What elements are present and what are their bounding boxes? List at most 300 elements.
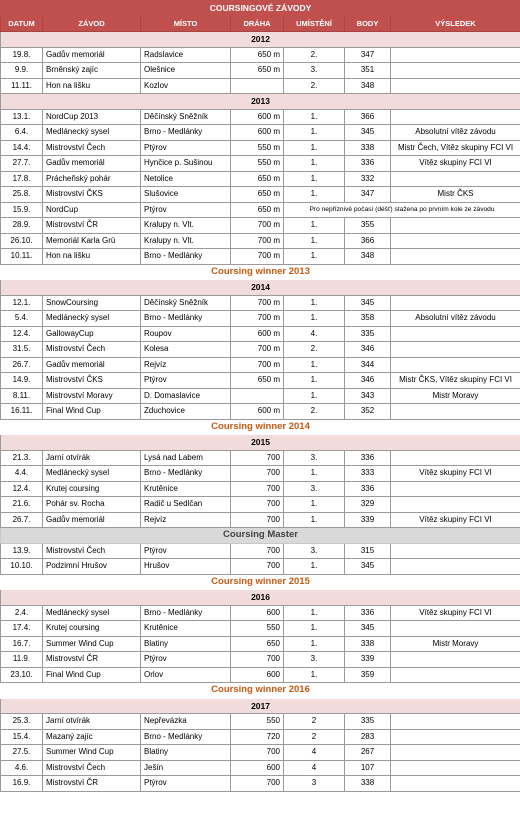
cell-track: 700 m (231, 218, 284, 234)
cell-points: 344 (345, 357, 391, 373)
cell-points: 347 (345, 47, 391, 63)
cell-placement: 1. (284, 373, 345, 389)
cell-result (391, 78, 520, 94)
cell-placement: 3. (284, 63, 345, 79)
cell-race: Gadův memoriál (43, 512, 141, 528)
cell-placement: 2 (284, 729, 345, 745)
cell-placement: 1. (284, 605, 345, 621)
table-row (1, 109, 520, 125)
cell-date: 12.4. (1, 326, 43, 342)
cell-track: 600 (231, 605, 284, 621)
table-row (1, 63, 520, 79)
cell-track: 600 (231, 760, 284, 776)
year-label: 2016 (1, 590, 520, 606)
header-row (1, 16, 520, 32)
year-label: 2013 (1, 94, 520, 110)
cell-placement: 1. (284, 125, 345, 141)
cell-race: Memoriál Karla Grü (43, 233, 141, 249)
cell-result: Mistr Čech, Vítěz skupiny FCI VI (391, 140, 520, 156)
cell-result (391, 714, 520, 730)
cell-placement: 1. (284, 218, 345, 234)
cell-track: 700 m (231, 342, 284, 358)
cell-place: Brno - Medlánky (141, 311, 231, 327)
cell-place: Nepřevázka (141, 714, 231, 730)
cell-race: Hon na lišku (43, 249, 141, 265)
cell-points: 343 (345, 388, 391, 404)
cell-points: 338 (345, 636, 391, 652)
cell-place: Rejvíz (141, 357, 231, 373)
cell-race: GallowayCup (43, 326, 141, 342)
cell-placement: 2. (284, 342, 345, 358)
table-row (1, 404, 520, 420)
cell-result: Mistr ČKS (391, 187, 520, 203)
cell-race: Mistrovství ČR (43, 218, 141, 234)
cell-track: 650 m (231, 63, 284, 79)
cell-date: 25.8. (1, 187, 43, 203)
table-row (1, 450, 520, 466)
cell-track: 550 m (231, 156, 284, 172)
cell-points: 352 (345, 404, 391, 420)
table-row (1, 776, 520, 792)
cell-date: 23.10. (1, 667, 43, 683)
table-row (1, 357, 520, 373)
year-label: 2012 (1, 32, 520, 48)
cell-result: Vítěz skupiny FCI VI (391, 605, 520, 621)
cell-track: 700 (231, 776, 284, 792)
cell-race: Mistrovství Čech (43, 342, 141, 358)
cell-track: 650 m (231, 187, 284, 203)
table-row (1, 326, 520, 342)
cell-points: 336 (345, 605, 391, 621)
cell-track (231, 388, 284, 404)
table-row (1, 218, 520, 234)
table-row (1, 481, 520, 497)
cell-points: 335 (345, 326, 391, 342)
cell-race: Summer Wind Cup (43, 636, 141, 652)
cell-place: Roupov (141, 326, 231, 342)
cell-track: 700 (231, 450, 284, 466)
cell-points: 345 (345, 621, 391, 637)
cell-result: Absolutní vítěz závodu (391, 311, 520, 327)
table-row (1, 745, 520, 761)
cell-place: D. Domaslavice (141, 388, 231, 404)
cell-placement: 1. (284, 311, 345, 327)
award-row (1, 264, 520, 280)
cell-date: 4.4. (1, 466, 43, 482)
cell-result (391, 729, 520, 745)
cell-track: 700 (231, 652, 284, 668)
cell-placement: 1. (284, 497, 345, 513)
table-row (1, 187, 520, 203)
cell-place: Ptýrov (141, 140, 231, 156)
table-row (1, 388, 520, 404)
cell-result (391, 481, 520, 497)
cell-track: 720 (231, 729, 284, 745)
cell-place: Ptýrov (141, 776, 231, 792)
cell-race: Mistrovství Čech (43, 543, 141, 559)
cell-result (391, 745, 520, 761)
cell-date: 2.4. (1, 605, 43, 621)
col-header-body: BODY (345, 16, 391, 32)
cell-track: 700 (231, 481, 284, 497)
year-row (1, 280, 520, 296)
cell-placement: 1. (284, 140, 345, 156)
cell-race: Jarní otvírák (43, 450, 141, 466)
cell-race: Krutej coursing (43, 621, 141, 637)
cell-place: Krutěnice (141, 621, 231, 637)
award-row (1, 528, 520, 544)
table-row (1, 512, 520, 528)
cell-place: Radič u Sedlčan (141, 497, 231, 513)
year-row (1, 435, 520, 451)
cell-place: Ptýrov (141, 543, 231, 559)
cell-points: 366 (345, 109, 391, 125)
table-row (1, 497, 520, 513)
cell-place: Hynčice p. Sušinou (141, 156, 231, 172)
cell-placement: 1. (284, 357, 345, 373)
cell-track: 600 m (231, 109, 284, 125)
cell-race: Final Wind Cup (43, 404, 141, 420)
cell-track: 650 (231, 636, 284, 652)
cell-date: 12.1. (1, 295, 43, 311)
award-row (1, 419, 520, 435)
cell-placement: 1. (284, 171, 345, 187)
cell-placement: 1. (284, 233, 345, 249)
table-row (1, 714, 520, 730)
cell-points: 107 (345, 760, 391, 776)
cell-track: 700 m (231, 249, 284, 265)
cell-place: Kozlov (141, 78, 231, 94)
table-row (1, 47, 520, 63)
cell-race: NordCup 2013 (43, 109, 141, 125)
cell-result (391, 776, 520, 792)
table-row (1, 125, 520, 141)
cell-track: 700 (231, 745, 284, 761)
cell-result (391, 63, 520, 79)
cell-track: 700 (231, 512, 284, 528)
cell-race: Krutej coursing (43, 481, 141, 497)
cell-track: 700 m (231, 233, 284, 249)
col-header-vysledek: VÝSLEDEK (391, 16, 520, 32)
cell-placement: 3. (284, 543, 345, 559)
cell-points: 332 (345, 171, 391, 187)
cell-date: 10.10. (1, 559, 43, 575)
cell-points: 333 (345, 466, 391, 482)
cell-placement: 2. (284, 47, 345, 63)
table-row (1, 466, 520, 482)
award-row (1, 683, 520, 699)
cell-race: Mistrovství ČKS (43, 187, 141, 203)
cell-date: 25.3. (1, 714, 43, 730)
table-row (1, 249, 520, 265)
cell-placement: 1. (284, 109, 345, 125)
cell-place: Radslavice (141, 47, 231, 63)
cell-race: Pohár sv. Rocha (43, 497, 141, 513)
cell-date: 13.9. (1, 543, 43, 559)
cell-race: Podzimní Hrušov (43, 559, 141, 575)
cell-date: 11.9. (1, 652, 43, 668)
year-row (1, 94, 520, 110)
cell-race: Medlánecký sysel (43, 605, 141, 621)
cell-race: Jarní otvírák (43, 714, 141, 730)
year-row (1, 590, 520, 606)
cell-track: 700 m (231, 295, 284, 311)
cell-place: Ptýrov (141, 652, 231, 668)
cell-result: Vítěz skupiny FCI VI (391, 156, 520, 172)
cell-result: Mistr ČKS, Vítěz skupiny FCI VI (391, 373, 520, 389)
cell-place: Děčínský Sněžník (141, 295, 231, 311)
cell-track: 550 m (231, 140, 284, 156)
cell-result (391, 543, 520, 559)
cell-date: 4.6. (1, 760, 43, 776)
cell-placement: 4 (284, 760, 345, 776)
cell-place: Blatiny (141, 745, 231, 761)
cell-result (391, 233, 520, 249)
cell-place: Krutěnice (141, 481, 231, 497)
table-row (1, 342, 520, 358)
cell-date: 16.9. (1, 776, 43, 792)
cell-result (391, 295, 520, 311)
year-row (1, 32, 520, 48)
cell-track: 600 m (231, 125, 284, 141)
cell-points: 267 (345, 745, 391, 761)
year-row (1, 698, 520, 714)
cell-track: 650 m (231, 171, 284, 187)
cell-placement: 3. (284, 450, 345, 466)
cell-points: 346 (345, 373, 391, 389)
cell-date: 21.3. (1, 450, 43, 466)
cell-race: Mistrovství Moravy (43, 388, 141, 404)
col-header-draha: DRÁHA (231, 16, 284, 32)
table-row (1, 729, 520, 745)
cell-place: Ptýrov (141, 202, 231, 218)
cell-race: Gadův memoriál (43, 47, 141, 63)
table-row (1, 295, 520, 311)
cell-date: 26.7. (1, 357, 43, 373)
cell-result (391, 218, 520, 234)
cell-race: Mazaný zajíc (43, 729, 141, 745)
cell-track: 700 (231, 559, 284, 575)
sheet-title: COURSINGOVÉ ZÁVODY (1, 1, 520, 17)
cell-placement: 1. (284, 187, 345, 203)
table-row (1, 636, 520, 652)
cell-date: 31.5. (1, 342, 43, 358)
cell-placement: 2 (284, 714, 345, 730)
cell-place: Orlov (141, 667, 231, 683)
table-row (1, 233, 520, 249)
cell-result (391, 357, 520, 373)
year-label: 2015 (1, 435, 520, 451)
cell-points: 339 (345, 512, 391, 528)
award-row (1, 574, 520, 590)
cell-track: 700 m (231, 311, 284, 327)
cell-date: 11.11. (1, 78, 43, 94)
cell-result (391, 171, 520, 187)
cell-result (391, 652, 520, 668)
cell-place: Kolesa (141, 342, 231, 358)
cell-place: Blatiny (141, 636, 231, 652)
cell-points: 336 (345, 481, 391, 497)
cell-placement: 4 (284, 745, 345, 761)
cell-track: 550 (231, 714, 284, 730)
cell-points: 345 (345, 295, 391, 311)
cell-placement: 1. (284, 559, 345, 575)
cell-date: 19.8. (1, 47, 43, 63)
cell-points: 345 (345, 559, 391, 575)
cell-race: Mistrovství Čech (43, 140, 141, 156)
cell-points: 315 (345, 543, 391, 559)
cell-place: Lysá nad Labem (141, 450, 231, 466)
cell-place: Brno - Medlánky (141, 249, 231, 265)
cell-race: Summer Wind Cup (43, 745, 141, 761)
cell-race: Medlánecký sysel (43, 311, 141, 327)
cell-place: Brno - Medlánky (141, 729, 231, 745)
cell-points: 348 (345, 78, 391, 94)
cell-placement: 1. (284, 621, 345, 637)
cell-place: Slušovice (141, 187, 231, 203)
col-header-zavod: ZÁVOD (43, 16, 141, 32)
cell-placement: 1. (284, 466, 345, 482)
cell-result (391, 621, 520, 637)
cell-note: Pro nepříznivé počasí (déšť) stažena po prvním kole ze závodu (284, 202, 520, 218)
cell-date: 8.11. (1, 388, 43, 404)
cell-date: 27.7. (1, 156, 43, 172)
cell-points: 339 (345, 652, 391, 668)
cell-points: 366 (345, 233, 391, 249)
cell-place: Brno - Medlánky (141, 466, 231, 482)
cell-place: Ješín (141, 760, 231, 776)
award-label: Coursing winner 2014 (1, 419, 520, 435)
cell-race: NordCup (43, 202, 141, 218)
cell-date: 16.7. (1, 636, 43, 652)
cell-race: Gadův memoriál (43, 357, 141, 373)
cell-points: 329 (345, 497, 391, 513)
cell-place: Děčínský Sněžník (141, 109, 231, 125)
cell-race: SnowCoursing (43, 295, 141, 311)
cell-track (231, 78, 284, 94)
cell-points: 347 (345, 187, 391, 203)
cell-place: Kralupy n. Vlt. (141, 218, 231, 234)
cell-points: 359 (345, 667, 391, 683)
cell-placement: 1. (284, 388, 345, 404)
cell-track: 550 (231, 621, 284, 637)
cell-points: 351 (345, 63, 391, 79)
cell-points: 283 (345, 729, 391, 745)
cell-points: 338 (345, 140, 391, 156)
col-header-umisteni: UMÍSTĚNÍ (284, 16, 345, 32)
cell-result (391, 559, 520, 575)
cell-date: 5.4. (1, 311, 43, 327)
cell-date: 9.9. (1, 63, 43, 79)
cell-place: Olešnice (141, 63, 231, 79)
cell-result (391, 404, 520, 420)
cell-result (391, 326, 520, 342)
cell-track: 600 m (231, 326, 284, 342)
cell-placement: 1. (284, 249, 345, 265)
cell-track: 700 (231, 497, 284, 513)
cell-date: 27.5. (1, 745, 43, 761)
cell-placement: 2. (284, 404, 345, 420)
cell-points: 336 (345, 156, 391, 172)
cell-date: 15.9. (1, 202, 43, 218)
cell-place: Netolice (141, 171, 231, 187)
cell-race: Gadův memoriál (43, 156, 141, 172)
cell-placement: 3 (284, 776, 345, 792)
cell-points: 336 (345, 450, 391, 466)
table-row (1, 311, 520, 327)
cell-track: 700 m (231, 357, 284, 373)
table-row (1, 667, 520, 683)
cell-place: Ptýrov (141, 373, 231, 389)
title-row (1, 1, 520, 17)
cell-result (391, 109, 520, 125)
award-label: Coursing winner 2015 (1, 574, 520, 590)
cell-track: 650 m (231, 47, 284, 63)
cell-race: Mistrovství ČR (43, 776, 141, 792)
cell-points: 355 (345, 218, 391, 234)
cell-place: Rejvíz (141, 512, 231, 528)
cell-place: Zduchovice (141, 404, 231, 420)
table-row (1, 621, 520, 637)
cell-track: 600 m (231, 404, 284, 420)
cell-result (391, 342, 520, 358)
cell-race: Mistrovství Čech (43, 760, 141, 776)
cell-race: Hon na lišku (43, 78, 141, 94)
table-row (1, 760, 520, 776)
cell-points: 358 (345, 311, 391, 327)
cell-result (391, 249, 520, 265)
cell-date: 13.1. (1, 109, 43, 125)
cell-points: 338 (345, 776, 391, 792)
cell-race: Mistrovství ČR (43, 652, 141, 668)
cell-race: Mistrovství ČKS (43, 373, 141, 389)
table-row (1, 202, 520, 218)
cell-race: Medlánecký sysel (43, 466, 141, 482)
cell-date: 21.6. (1, 497, 43, 513)
table-row (1, 373, 520, 389)
year-label: 2017 (1, 698, 520, 714)
cell-result: Vítěz skupiny FCI VI (391, 466, 520, 482)
award-label: Coursing winner 2016 (1, 683, 520, 699)
table-row (1, 156, 520, 172)
cell-race: Brněnský zajíc (43, 63, 141, 79)
cell-placement: 1. (284, 512, 345, 528)
cell-result (391, 47, 520, 63)
cell-date: 15.4. (1, 729, 43, 745)
col-header-datum: DATUM (1, 16, 43, 32)
cell-date: 26.7. (1, 512, 43, 528)
cell-place: Brno - Medlánky (141, 125, 231, 141)
cell-date: 12.4. (1, 481, 43, 497)
cell-track: 650 m (231, 202, 284, 218)
cell-result: Absolutní vítěz závodu (391, 125, 520, 141)
cell-race: Prácheňský pohár (43, 171, 141, 187)
cell-track: 600 (231, 667, 284, 683)
cell-date: 17.8. (1, 171, 43, 187)
table-row (1, 140, 520, 156)
col-header-misto: MÍSTO (141, 16, 231, 32)
cell-placement: 4. (284, 326, 345, 342)
cell-date: 14.9. (1, 373, 43, 389)
table-row (1, 559, 520, 575)
cell-placement: 2. (284, 78, 345, 94)
cell-placement: 1. (284, 156, 345, 172)
table-row (1, 171, 520, 187)
cell-result (391, 450, 520, 466)
cell-race: Medlánecký sysel (43, 125, 141, 141)
cell-date: 10.11. (1, 249, 43, 265)
cell-date: 14.4. (1, 140, 43, 156)
